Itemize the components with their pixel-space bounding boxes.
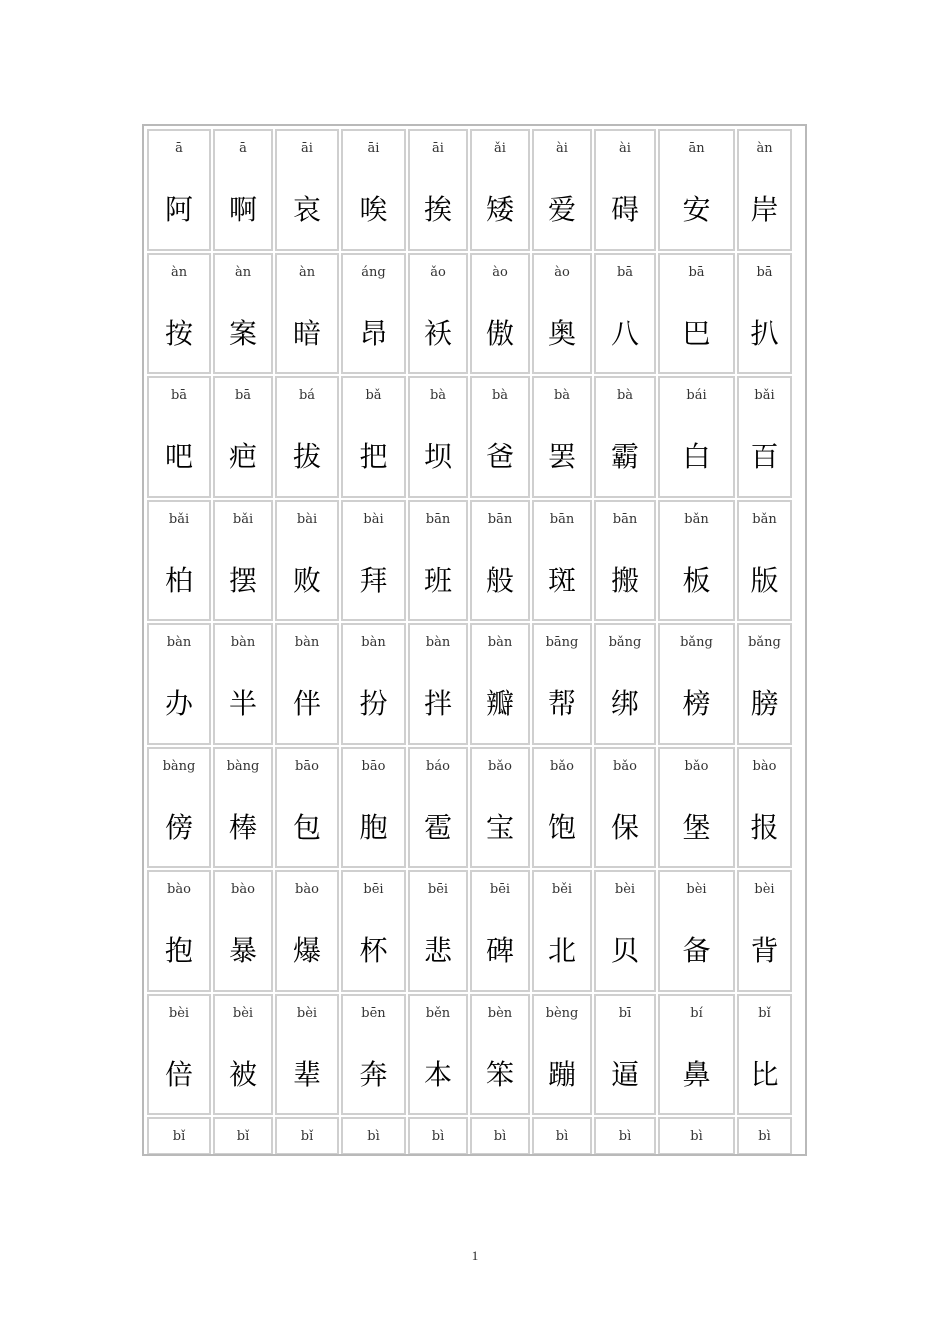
character-cell <box>408 870 468 992</box>
character-cell <box>408 994 468 1116</box>
hanzi-character: 袄 <box>423 316 452 350</box>
character-cell <box>341 870 406 992</box>
pinyin-label: bào <box>752 758 777 774</box>
pinyin-label: bā <box>756 264 773 280</box>
pinyin-label: ǎi <box>494 141 506 156</box>
pinyin-label: bǎng <box>608 635 642 650</box>
pinyin-label: bàn <box>230 635 256 650</box>
hanzi-character: 拌 <box>423 687 452 720</box>
pinyin-label: bàng <box>226 758 260 774</box>
character-cell <box>470 870 530 992</box>
pinyin-label: bá <box>298 388 316 403</box>
hanzi-character: 饱 <box>547 810 576 844</box>
pinyin-label: bà <box>429 388 447 403</box>
character-cell <box>408 129 468 251</box>
pinyin-label: bàng <box>162 758 196 774</box>
character-cell <box>658 994 735 1116</box>
pinyin-label: bāng <box>545 635 579 650</box>
character-cell <box>147 500 211 622</box>
pinyin-label: bǎn <box>684 511 709 527</box>
hanzi-character: 碍 <box>610 193 639 226</box>
character-cell <box>341 376 406 498</box>
character-cell <box>470 129 530 251</box>
pinyin-label: ǎo <box>430 264 446 280</box>
pinyin-label: bàn <box>361 635 386 650</box>
pinyin-label: bāo <box>361 758 386 774</box>
character-cell <box>658 747 735 869</box>
pinyin-label: bà <box>491 388 509 403</box>
hanzi-character: 暴 <box>228 934 257 967</box>
hanzi-character: 拔 <box>292 440 321 473</box>
character-cell <box>408 623 468 745</box>
character-cell <box>213 1117 273 1155</box>
pinyin-label: bǐ <box>300 1129 314 1144</box>
hanzi-character: 胞 <box>359 810 388 844</box>
character-cell <box>737 623 792 745</box>
character-cell <box>341 253 406 375</box>
pinyin-label: bào <box>167 882 191 897</box>
hanzi-character: 傍 <box>164 810 193 844</box>
character-cell <box>147 747 211 869</box>
hanzi-character: 坝 <box>423 440 452 473</box>
character-cell <box>275 253 339 375</box>
hanzi-character: 搬 <box>610 563 639 597</box>
character-cell <box>532 623 592 745</box>
character-cell <box>213 870 273 992</box>
hanzi-character: 蹦 <box>547 1057 576 1091</box>
hanzi-character: 辈 <box>292 1057 321 1091</box>
pinyin-label: bèi <box>168 1005 190 1021</box>
character-cell <box>147 376 211 498</box>
character-cell <box>408 747 468 869</box>
hanzi-character: 败 <box>292 563 321 597</box>
character-grid <box>146 128 793 1156</box>
character-cell <box>594 500 656 622</box>
pinyin-label: bǐ <box>172 1129 186 1144</box>
hanzi-character: 包 <box>292 810 321 844</box>
hanzi-character: 半 <box>228 687 257 720</box>
pinyin-label: bì <box>618 1129 632 1144</box>
hanzi-character: 榜 <box>682 687 711 720</box>
character-cell <box>594 623 656 745</box>
character-cell <box>594 994 656 1116</box>
character-cell <box>737 376 792 498</box>
pinyin-label: bān <box>612 511 638 527</box>
character-cell <box>470 747 530 869</box>
character-cell <box>341 129 406 251</box>
character-cell <box>594 253 656 375</box>
pinyin-label: ài <box>619 141 631 156</box>
character-cell <box>737 500 792 622</box>
hanzi-character: 宝 <box>485 810 514 844</box>
pinyin-label: bǎo <box>613 758 637 774</box>
hanzi-character: 帮 <box>547 687 576 720</box>
hanzi-character: 奥 <box>547 316 576 350</box>
hanzi-character: 办 <box>164 687 193 720</box>
hanzi-character: 按 <box>164 316 193 350</box>
hanzi-character: 爆 <box>292 934 321 967</box>
hanzi-character: 哀 <box>292 193 321 226</box>
pinyin-label: bǐ <box>758 1005 771 1021</box>
character-cell <box>532 747 592 869</box>
character-cell <box>147 870 211 992</box>
hanzi-character: 吧 <box>164 440 193 473</box>
pinyin-label: báo <box>426 758 450 774</box>
character-cell <box>147 129 211 251</box>
pinyin-label: bǎo <box>684 758 709 774</box>
hanzi-character: 阿 <box>164 193 193 226</box>
pinyin-label: bēn <box>361 1005 386 1021</box>
character-cell <box>470 994 530 1116</box>
pinyin-label: bān <box>425 511 451 527</box>
pinyin-label: bì <box>431 1129 445 1144</box>
character-cell <box>594 747 656 869</box>
character-cell <box>470 376 530 498</box>
character-cell <box>147 253 211 375</box>
pinyin-label: bào <box>295 882 319 897</box>
pinyin-label: bā <box>616 264 634 280</box>
hanzi-character: 罢 <box>547 440 576 473</box>
pinyin-label: āi <box>432 141 444 156</box>
pinyin-label: bà <box>553 388 571 403</box>
hanzi-character: 棒 <box>228 810 257 844</box>
pinyin-label: ào <box>554 264 570 280</box>
pinyin-label: ā <box>175 141 183 156</box>
hanzi-character: 柏 <box>164 563 193 597</box>
character-cell <box>213 994 273 1116</box>
pinyin-label: běn <box>425 1005 451 1021</box>
hanzi-character: 拜 <box>359 563 388 597</box>
character-cell <box>532 253 592 375</box>
character-cell <box>213 500 273 622</box>
character-cell <box>658 1117 735 1155</box>
pinyin-label: bài <box>363 511 384 527</box>
hanzi-character: 霸 <box>610 440 639 473</box>
character-cell <box>737 747 792 869</box>
character-cell <box>147 623 211 745</box>
character-cell <box>470 500 530 622</box>
character-cell <box>737 870 792 992</box>
hanzi-character: 白 <box>682 440 711 473</box>
character-cell <box>341 1117 406 1155</box>
hanzi-character: 案 <box>228 316 257 350</box>
pinyin-label: bào <box>231 882 255 897</box>
pinyin-label: bā <box>170 388 188 403</box>
character-cell <box>275 129 339 251</box>
pinyin-label: bái <box>686 388 707 403</box>
character-cell <box>658 129 735 251</box>
hanzi-character: 奔 <box>359 1057 388 1091</box>
hanzi-character: 伴 <box>292 687 321 720</box>
character-cell <box>213 253 273 375</box>
hanzi-character: 斑 <box>547 563 576 597</box>
character-cell <box>341 747 406 869</box>
character-cell <box>408 1117 468 1155</box>
page-number: 1 <box>471 1248 479 1263</box>
character-cell <box>532 870 592 992</box>
pinyin-label: bèi <box>686 882 707 897</box>
character-cell <box>275 500 339 622</box>
hanzi-character: 北 <box>547 934 576 967</box>
character-cell <box>532 376 592 498</box>
pinyin-label: bì <box>493 1129 507 1144</box>
hanzi-character: 贝 <box>610 934 639 967</box>
pinyin-label: ài <box>556 141 568 156</box>
hanzi-character: 瓣 <box>485 687 514 720</box>
character-cell <box>737 1117 792 1155</box>
hanzi-character: 比 <box>750 1057 779 1091</box>
pinyin-label: àn <box>756 141 773 156</box>
character-cell <box>341 623 406 745</box>
pinyin-label: àn <box>234 264 252 280</box>
pinyin-label: bài <box>296 511 318 527</box>
pinyin-label: bì <box>555 1129 569 1144</box>
pinyin-label: bā <box>688 264 705 280</box>
hanzi-character: 膀 <box>750 687 779 720</box>
hanzi-character: 雹 <box>423 810 452 844</box>
character-cell <box>275 870 339 992</box>
character-cell <box>275 1117 339 1155</box>
hanzi-character: 扮 <box>359 687 388 720</box>
character-cell <box>213 129 273 251</box>
hanzi-character: 八 <box>610 316 639 350</box>
hanzi-character: 挨 <box>423 193 452 226</box>
character-cell <box>658 623 735 745</box>
pinyin-label: bǎo <box>550 758 574 774</box>
pinyin-label: ào <box>492 264 508 280</box>
character-cell <box>275 623 339 745</box>
character-cell <box>594 376 656 498</box>
pinyin-label: bān <box>487 511 513 527</box>
character-cell <box>408 253 468 375</box>
character-cell <box>737 994 792 1116</box>
hanzi-character: 般 <box>485 563 514 597</box>
hanzi-character: 爱 <box>547 193 576 226</box>
pinyin-label: bàn <box>166 635 192 650</box>
hanzi-character: 巴 <box>682 316 711 350</box>
pinyin-label: āi <box>367 141 380 156</box>
character-cell <box>275 376 339 498</box>
hanzi-character: 抱 <box>164 934 193 967</box>
pinyin-label: bān <box>549 511 575 527</box>
pinyin-label: bǎn <box>752 511 777 527</box>
pinyin-label: bēi <box>489 882 511 897</box>
hanzi-character: 鼻 <box>682 1057 711 1091</box>
pinyin-label: bèi <box>754 882 775 897</box>
pinyin-label: áng <box>361 264 386 280</box>
hanzi-character: 唉 <box>359 193 388 226</box>
hanzi-character: 暗 <box>292 316 321 350</box>
character-cell <box>532 1117 592 1155</box>
pinyin-label: bì <box>690 1129 703 1144</box>
hanzi-character: 被 <box>228 1057 257 1091</box>
character-cell <box>658 500 735 622</box>
character-cell <box>470 253 530 375</box>
hanzi-character: 扒 <box>750 316 779 350</box>
character-table <box>142 124 807 1156</box>
character-cell <box>470 623 530 745</box>
character-cell <box>532 994 592 1116</box>
hanzi-character: 百 <box>750 440 779 473</box>
hanzi-character: 摆 <box>228 563 257 597</box>
pinyin-label: bēi <box>363 882 384 897</box>
hanzi-character: 倍 <box>164 1057 193 1091</box>
hanzi-character: 背 <box>750 934 779 967</box>
character-cell <box>408 500 468 622</box>
hanzi-character: 绑 <box>610 687 639 720</box>
pinyin-label: ā <box>239 141 247 156</box>
character-cell <box>594 129 656 251</box>
character-cell <box>470 1117 530 1155</box>
character-cell <box>658 870 735 992</box>
pinyin-label: bèn <box>487 1005 513 1021</box>
character-cell <box>737 253 792 375</box>
hanzi-character: 本 <box>423 1057 452 1091</box>
pinyin-label: bàn <box>487 635 513 650</box>
pinyin-label: àn <box>170 264 188 280</box>
pinyin-label: bǎo <box>488 758 512 774</box>
pinyin-label: bèi <box>232 1005 254 1021</box>
character-cell <box>213 623 273 745</box>
hanzi-character: 逼 <box>610 1057 639 1091</box>
hanzi-character: 报 <box>750 810 779 844</box>
hanzi-character: 昂 <box>359 316 388 350</box>
hanzi-character: 爸 <box>485 440 514 473</box>
pinyin-label: bì <box>367 1129 380 1144</box>
character-cell <box>275 747 339 869</box>
pinyin-label: bǐ <box>236 1129 250 1144</box>
hanzi-character: 堡 <box>682 810 711 844</box>
hanzi-character: 笨 <box>485 1057 514 1091</box>
character-cell <box>594 870 656 992</box>
pinyin-label: běi <box>551 882 573 897</box>
hanzi-character: 啊 <box>228 193 257 226</box>
character-cell <box>147 1117 211 1155</box>
pinyin-label: āi <box>301 141 313 156</box>
hanzi-character: 悲 <box>423 934 452 967</box>
character-cell <box>408 376 468 498</box>
character-cell <box>658 253 735 375</box>
character-cell <box>532 500 592 622</box>
pinyin-label: àn <box>298 264 316 280</box>
hanzi-character: 岸 <box>750 193 779 226</box>
pinyin-label: bǎng <box>748 635 781 650</box>
pinyin-label: bǎng <box>680 635 713 650</box>
pinyin-label: bàn <box>294 635 320 650</box>
character-cell <box>737 129 792 251</box>
character-cell <box>341 500 406 622</box>
character-cell <box>532 129 592 251</box>
hanzi-character: 版 <box>750 563 779 597</box>
pinyin-label: bà <box>616 388 634 403</box>
pinyin-label: bī <box>618 1005 632 1021</box>
pinyin-label: bí <box>690 1005 703 1021</box>
hanzi-character: 班 <box>423 563 452 597</box>
pinyin-label: bèng <box>545 1005 579 1021</box>
hanzi-character: 保 <box>610 810 639 844</box>
pinyin-label: bèi <box>614 882 636 897</box>
hanzi-character: 把 <box>359 440 388 473</box>
character-cell <box>275 994 339 1116</box>
pinyin-label: bì <box>758 1129 771 1144</box>
hanzi-character: 板 <box>682 563 711 597</box>
hanzi-character: 备 <box>682 934 711 967</box>
character-cell <box>213 747 273 869</box>
pinyin-label: bāo <box>295 758 319 774</box>
character-cell <box>213 376 273 498</box>
hanzi-character: 矮 <box>485 193 514 226</box>
pinyin-label: bǎ <box>365 388 382 403</box>
hanzi-character: 疤 <box>228 440 257 473</box>
pinyin-label: bèi <box>296 1005 318 1021</box>
pinyin-label: ān <box>688 141 705 156</box>
pinyin-label: bǎi <box>754 388 775 403</box>
pinyin-label: bǎi <box>168 511 190 527</box>
hanzi-character: 碑 <box>485 934 514 967</box>
pinyin-label: bā <box>234 388 252 403</box>
character-cell <box>341 994 406 1116</box>
hanzi-character: 安 <box>682 193 711 226</box>
pinyin-label: bàn <box>425 635 451 650</box>
hanzi-character: 傲 <box>485 316 514 350</box>
character-cell <box>147 994 211 1116</box>
character-cell <box>658 376 735 498</box>
hanzi-character: 杯 <box>359 934 388 967</box>
pinyin-label: bēi <box>427 882 449 897</box>
pinyin-label: bǎi <box>232 511 254 527</box>
character-cell <box>594 1117 656 1155</box>
